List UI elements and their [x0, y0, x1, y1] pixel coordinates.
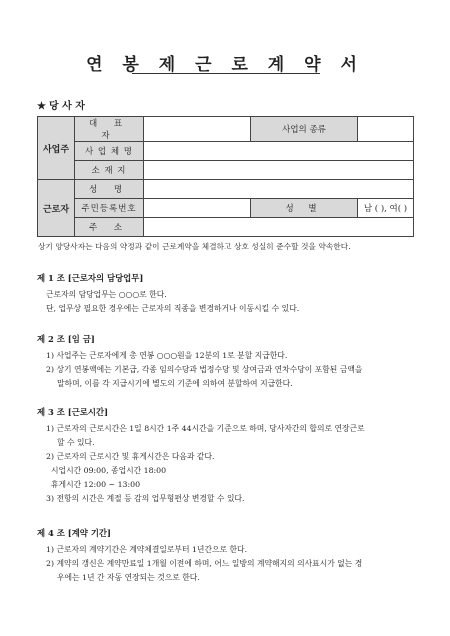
company-name-value[interactable]	[144, 142, 414, 161]
article-line: 1) 근로자의 근로시간은 1일 8시간 1주 44시간을 기준으로 하며, 당사자간의 합의로 연장근로	[46, 424, 365, 433]
article-line: 우에는 1년 간 자동 연장되는 것으로 한다.	[57, 573, 200, 582]
parties-heading-text: 당 사 자	[48, 101, 85, 112]
document-title: 연 봉 제 근 로 계 약 서	[86, 55, 364, 75]
article-line: 할 수 있다.	[57, 438, 95, 447]
worker-name-label: 성 명	[75, 180, 144, 199]
article-line: 휴게시간 12:00 ~ 13:00	[51, 480, 141, 489]
business-type-value[interactable]	[358, 117, 414, 142]
parties-table	[37, 116, 414, 237]
gender-value[interactable]: 남 ( ), 여( )	[358, 199, 414, 218]
worker-name-value[interactable]	[144, 180, 414, 199]
gender-label: 성 별	[251, 199, 358, 218]
star-icon: ★	[37, 101, 46, 112]
table-row	[38, 218, 414, 237]
table-row	[38, 142, 414, 161]
article-line: 1) 사업주는 근로자에게 총 연봉 ○○○원을 12분의 1로 분할 지급한다.	[46, 351, 288, 360]
address-employer-label: 소 재 지	[75, 161, 144, 180]
employer-role-cell: 사업주	[38, 117, 75, 180]
article-line: 2) 계약의 갱신은 계약만료일 1개월 이전에 하며, 어느 일방의 계약해지의 의사표시가 없는 경	[46, 559, 363, 568]
representative-value[interactable]	[144, 117, 251, 142]
article-line: 2) 상기 연봉액에는 기본급, 각종 임의수당과 법정수당 및 상여금과 연차수당이 포함된 금액을	[46, 365, 363, 374]
article-line: 근로자의 담당업무는 ○○○로 한다.	[46, 290, 167, 299]
worker-role-cell: 근로자	[38, 180, 75, 237]
table-row	[38, 180, 414, 199]
worker-address-value[interactable]	[144, 218, 414, 237]
representative-label: 대 표 자	[75, 117, 144, 142]
table-row	[38, 199, 414, 218]
article-3	[37, 406, 417, 506]
article-heading: 제 3 조 [근로시간]	[37, 407, 109, 417]
resident-number-value[interactable]	[144, 199, 251, 218]
article-1	[37, 272, 417, 316]
article-4	[37, 527, 417, 585]
article-heading: 제 4 조 [계약 기간]	[37, 528, 111, 538]
worker-address-label: 주 소	[75, 218, 144, 237]
article-heading: 제 1 조 [근로자의 담당업무]	[37, 273, 144, 283]
business-type-label: 사업의 종류	[251, 117, 358, 142]
article-line: 단, 업무상 필요한 경우에는 근로자의 직종을 변경하거나 이동시킬 수 있다.	[46, 304, 300, 313]
article-line: 1) 근로자의 계약기간은 계약체결일로부터 1년간으로 한다.	[46, 545, 248, 554]
intro-paragraph: 상기 양당사자는 다음의 약정과 같이 근로계약을 체결하고 상호 성실히 준수할 것을 약속한다.	[38, 242, 351, 251]
address-employer-value[interactable]	[144, 161, 414, 180]
resident-number-label: 주민등록번호	[75, 199, 144, 218]
table-row	[38, 161, 414, 180]
article-heading: 제 2 조 [임 금]	[37, 334, 95, 344]
title-underline	[132, 73, 320, 74]
article-line: 2) 근로자의 근로시간 및 휴게시간은 다음과 같다.	[46, 452, 215, 461]
company-name-label: 사 업 체 명	[75, 142, 144, 161]
article-2	[37, 333, 417, 391]
article-line: 시업시간 09:00, 종업시간 18:00	[51, 466, 167, 475]
article-line: 3) 전항의 시간은 계절 등 감의 업무형편상 변경할 수 있다.	[46, 494, 245, 503]
article-line: 말하며, 이를 각 지급시기에 별도의 기준에 의하여 분할하여 지급한다.	[57, 379, 293, 388]
table-row	[38, 117, 414, 142]
parties-heading	[37, 97, 85, 112]
